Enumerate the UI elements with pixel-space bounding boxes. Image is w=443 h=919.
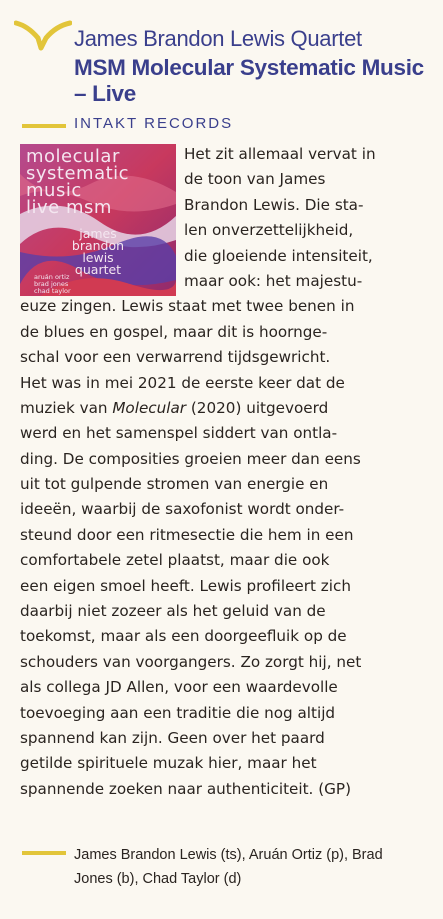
cover-artist-line: quartet — [74, 262, 122, 277]
review-line: schouders van voorgangers. Zo zorgt hij, net — [20, 652, 362, 671]
cover-personnel-line: chad taylor — [34, 287, 71, 295]
album-title: MSM Molecular Systematic Music – Live — [74, 55, 424, 106]
review-line: toevoeging aan een traditie die nog altijd — [20, 703, 336, 722]
cover-personnel-line: aruán ortiz — [34, 273, 70, 281]
review-line: Het was in mei 2021 de eerste keer dat de — [20, 373, 345, 392]
cover-title-line: live msm — [26, 197, 112, 218]
review-line: spannend kan zijn. Geen over het paard — [20, 728, 325, 747]
review-line: steund door een ritmesectie die hem in een — [20, 525, 354, 544]
cover-personnel-line: brad jones — [34, 280, 69, 288]
review-line: comfortabele zetel plaatst, maar die ook — [20, 551, 330, 570]
chevron-logo-icon — [14, 20, 72, 52]
cover-title-line: molecular — [26, 146, 120, 167]
artist-name: James Brandon Lewis Quartet — [74, 26, 362, 51]
personnel-credits — [74, 843, 434, 891]
review-line: ideeën, waarbij de saxofonist wordt onder- — [20, 500, 345, 519]
cover-title-line: music — [26, 180, 82, 201]
review-body — [20, 142, 440, 802]
review-line: de toon van James — [184, 170, 326, 189]
review-line: daarbij niet zozeer als het geluid van de — [20, 602, 326, 621]
review-line: maar ook: het majestu- — [184, 271, 363, 290]
record-label: INTAKT RECORDS — [74, 115, 234, 132]
cover-artist-line: brandon — [71, 238, 125, 253]
review-line: een eigen smoel heeft. Lewis profileert zich — [20, 576, 351, 595]
review-line: als collega JD Allen, voor een waardevolle — [20, 678, 338, 697]
review-line: muziek van Molecular (2020) uitgevoerd — [20, 398, 329, 417]
review-line: ding. De composities groeien meer dan eens — [20, 449, 361, 468]
album-reference: Molecular — [112, 398, 187, 417]
personnel-line: James Brandon Lewis (ts), Aruán Ortiz (p), Brad — [74, 847, 383, 863]
review-line: Het zit allemaal vervat in — [184, 145, 376, 163]
review-line: de blues en gospel, maar dit is hoornge- — [20, 322, 328, 341]
cover-artist-line: james — [79, 226, 117, 241]
review-line: spannende zoeken naar authenticiteit. (GP) — [20, 779, 351, 798]
review-line: getilde spirituele muzak hier, maar het — [20, 754, 317, 773]
personnel-line: Jones (b), Chad Taylor (d) — [74, 871, 242, 887]
personnel-accent-bar — [22, 851, 66, 855]
label-accent-bar — [22, 124, 66, 128]
review-line: uit tot gulpende stromen van energie en — [20, 475, 329, 494]
cover-title-line: systematic — [26, 163, 130, 184]
review-line: len onverzettelijkheid, — [184, 221, 354, 240]
review-line: toekomst, maar als een doorgeefluik op de — [20, 627, 347, 646]
review-line: euze zingen. Lewis staat met twee benen in — [20, 297, 355, 316]
review-line: Brandon Lewis. Die sta- — [184, 195, 364, 214]
review-line: die gloeiende intensiteit, — [184, 246, 373, 265]
review-line: werd en het samenspel siddert van ontla- — [20, 424, 338, 443]
review-line: schal voor een verwarrend tijdsgewricht. — [20, 348, 331, 367]
cover-artist-line: lewis — [82, 250, 114, 265]
